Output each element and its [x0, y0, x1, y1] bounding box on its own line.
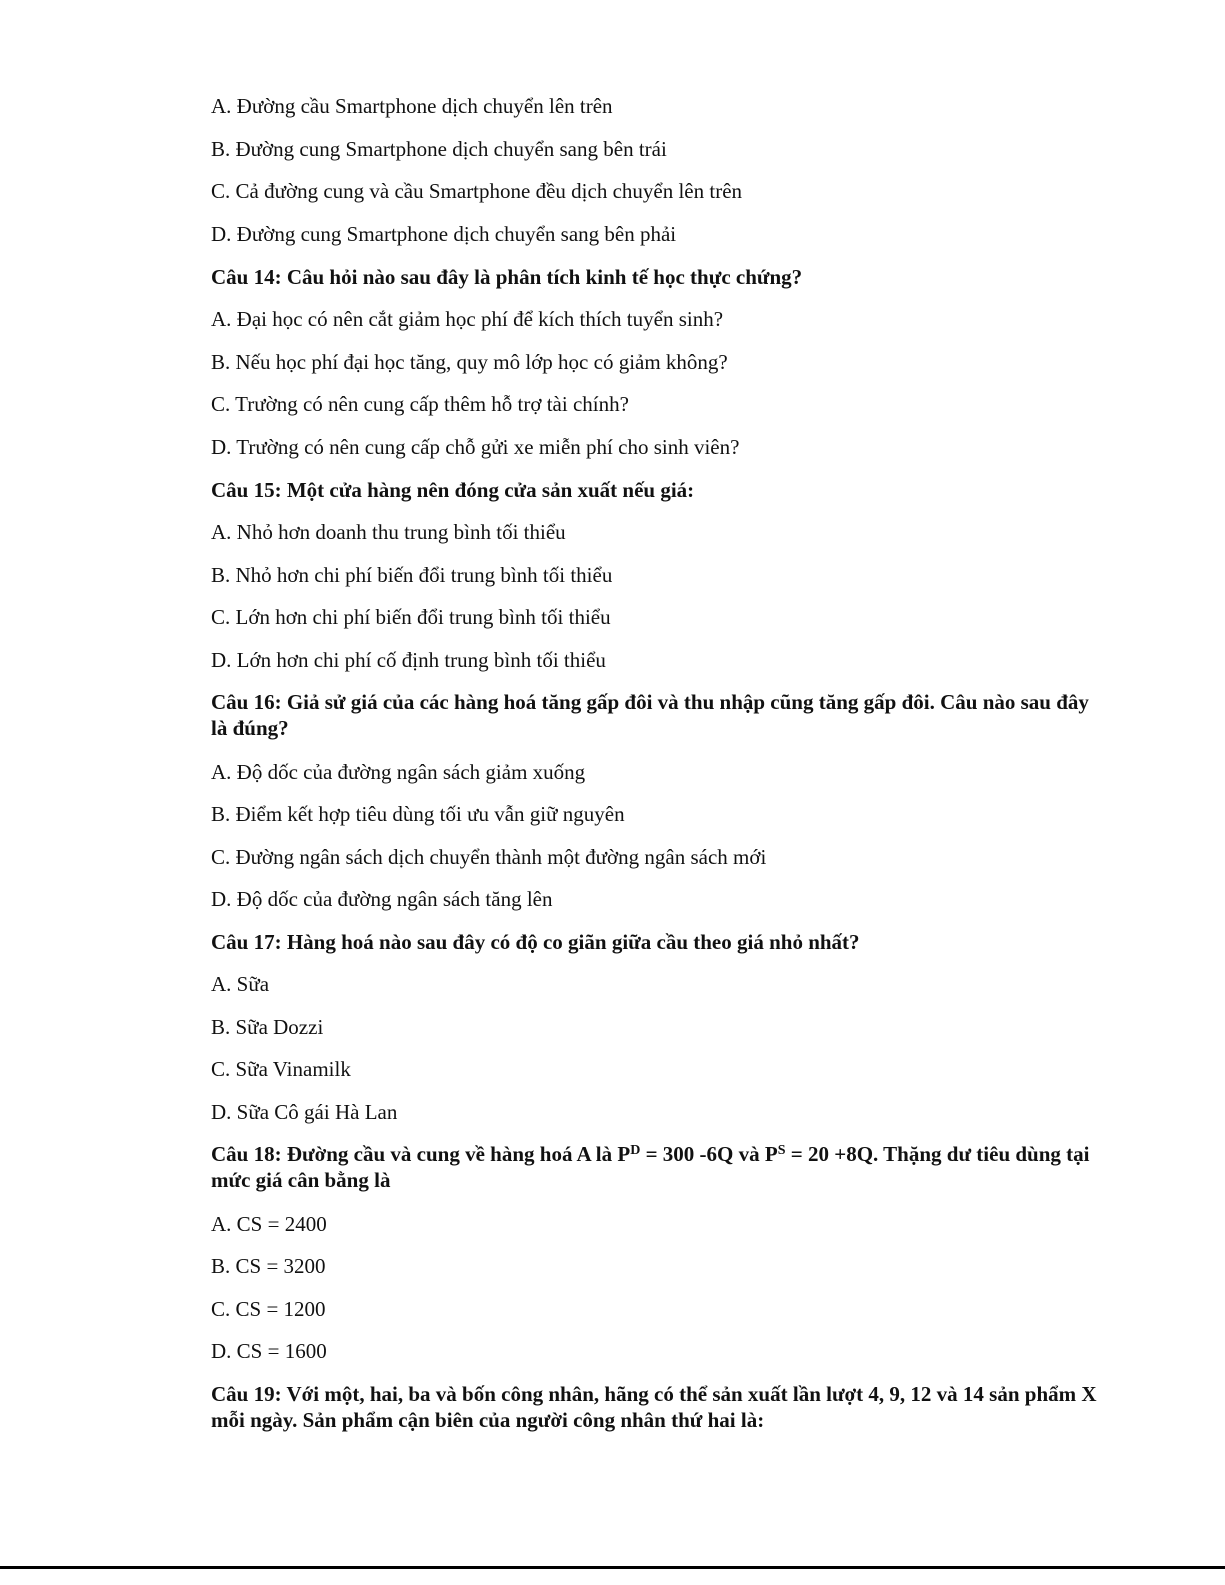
- option-14-b: B. Nếu học phí đại học tăng, quy mô lớp học có giảm không?: [211, 350, 728, 374]
- option-17-a: A. Sữa: [211, 972, 270, 996]
- option-17-c: C. Sữa Vinamilk: [211, 1057, 351, 1081]
- option-13-d: D. Đường cung Smartphone dịch chuyển sang bên phải: [211, 222, 677, 246]
- option-16-d: D. Độ dốc của đường ngân sách tăng lên: [211, 887, 553, 911]
- option-15-b: B. Nhỏ hơn chi phí biến đổi trung bình tối thiểu: [211, 563, 613, 587]
- option-14-a: A. Đại học có nên cắt giảm học phí để kích thích tuyển sinh?: [211, 307, 724, 331]
- option-13-b: B. Đường cung Smartphone dịch chuyển sang bên trái: [211, 137, 667, 161]
- option-14-d: D. Trường có nên cung cấp chỗ gửi xe miễn phí cho sinh viên?: [211, 435, 740, 459]
- option-13-c: C. Cả đường cung và cầu Smartphone đều dịch chuyển lên trên: [211, 179, 743, 203]
- option-18-a: A. CS = 2400: [211, 1212, 327, 1236]
- option-14-c: C. Trường có nên cung cấp thêm hỗ trợ tài chính?: [211, 392, 629, 416]
- option-16-b: B. Điểm kết hợp tiêu dùng tối ưu vẫn giữ nguyên: [211, 802, 625, 826]
- superscript-s: S: [777, 1143, 786, 1158]
- question-19: Câu 19: Với một, hai, ba và bốn công nhân, hãng có thể sản xuất lần lượt 4, 9, 12 và 14 sản phẩm X mỗi ngày. Sản phẩm cận biên của người công nhân thứ hai là:: [211, 1382, 1097, 1432]
- question-18-text-3: = 20 +8Q. Thặng dư tiêu dùng tại mức giá cân bằng là: [211, 1142, 1090, 1192]
- question-18: [211, 1141, 1101, 1193]
- superscript-d: D: [630, 1143, 641, 1158]
- page-bottom-border: [0, 1566, 1225, 1569]
- option-13-a: A. Đường cầu Smartphone dịch chuyển lên trên: [211, 94, 613, 118]
- option-18-b: B. CS = 3200: [211, 1254, 326, 1278]
- option-15-c: C. Lớn hơn chi phí biến đổi trung bình tối thiểu: [211, 605, 611, 629]
- question-14: Câu 14: Câu hỏi nào sau đây là phân tích kinh tế học thực chứng?: [211, 265, 803, 289]
- option-16-a: A. Độ dốc của đường ngân sách giảm xuống: [211, 760, 586, 784]
- question-18-text-1: Câu 18: Đường cầu và cung về hàng hoá A là P: [211, 1142, 631, 1166]
- option-17-b: B. Sữa Dozzi: [211, 1015, 324, 1039]
- option-18-c: C. CS = 1200: [211, 1297, 326, 1321]
- option-17-d: D. Sữa Cô gái Hà Lan: [211, 1100, 398, 1124]
- question-15: Câu 15: Một cửa hàng nên đóng cửa sản xuất nếu giá:: [211, 478, 695, 502]
- option-18-d: D. CS = 1600: [211, 1339, 327, 1363]
- question-16: Câu 16: Giả sử giá của các hàng hoá tăng gấp đôi và thu nhập cũng tăng gấp đôi. Câu nào sau đây là đúng?: [211, 690, 1089, 740]
- option-15-a: A. Nhỏ hơn doanh thu trung bình tối thiểu: [211, 520, 566, 544]
- question-17: Câu 17: Hàng hoá nào sau đây có độ co giãn giữa cầu theo giá nhỏ nhất?: [211, 930, 860, 954]
- question-18-text-2: = 300 -6Q và P: [640, 1142, 778, 1166]
- option-16-c: C. Đường ngân sách dịch chuyển thành một đường ngân sách mới: [211, 845, 767, 869]
- option-15-d: D. Lớn hơn chi phí cố định trung bình tối thiểu: [211, 648, 606, 672]
